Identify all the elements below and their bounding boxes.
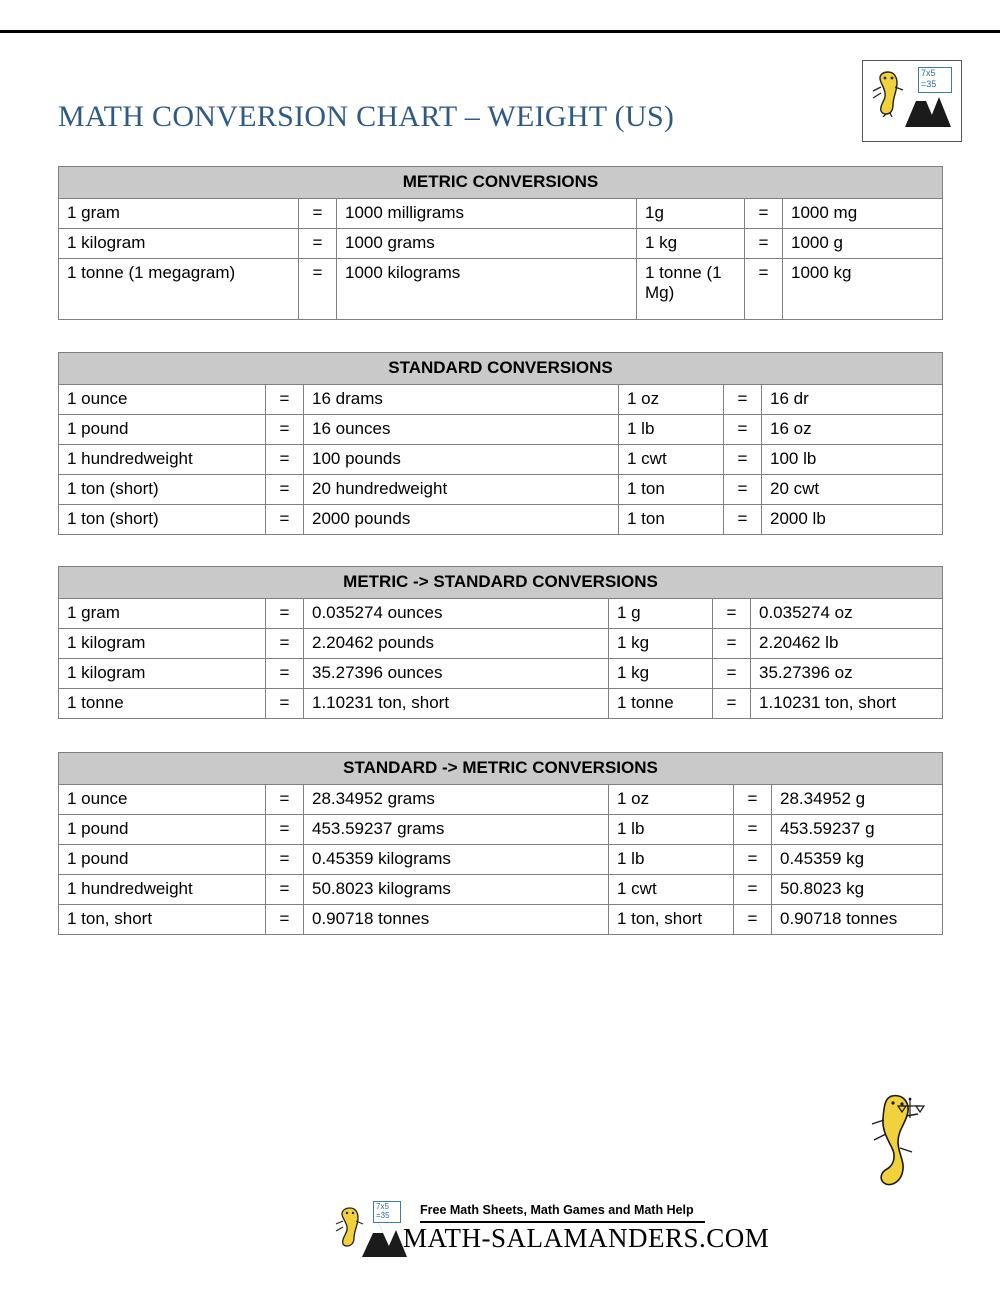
- cell-equals: =: [266, 599, 304, 629]
- cell-equals: =: [266, 815, 304, 845]
- table-row: [59, 689, 943, 719]
- header-rule: [0, 30, 1000, 33]
- cell-equals: =: [266, 475, 304, 505]
- cell-value: 0.45359 kilograms: [304, 845, 609, 875]
- cell-equals-abbr: =: [734, 845, 772, 875]
- cell-unit: 1 ounce: [59, 785, 266, 815]
- cell-unit: 1 gram: [59, 599, 266, 629]
- cell-equals-abbr: =: [724, 445, 762, 475]
- cell-equals-abbr: =: [713, 599, 751, 629]
- cell-unit: 1 kilogram: [59, 229, 299, 259]
- table-row: [59, 199, 943, 229]
- salamander-with-scales-icon: [862, 1090, 932, 1190]
- cell-equals: =: [266, 905, 304, 935]
- table-row: [59, 905, 943, 935]
- cell-unit: 1 pound: [59, 815, 266, 845]
- cell-equals: =: [299, 199, 337, 229]
- cell-equals-abbr: =: [734, 815, 772, 845]
- cell-equals-abbr: =: [724, 475, 762, 505]
- site-logo: [862, 60, 962, 142]
- cell-value: 16 drams: [304, 385, 619, 415]
- page-title: MATH CONVERSION CHART – WEIGHT (US): [58, 100, 675, 133]
- cell-value: 1000 kilograms: [337, 259, 637, 320]
- table-row: [59, 475, 943, 505]
- cell-value: 0.90718 tonnes: [304, 905, 609, 935]
- cell-unit: 1 kilogram: [59, 629, 266, 659]
- cell-equals: =: [266, 445, 304, 475]
- cell-value-abbr: 0.90718 tonnes: [772, 905, 943, 935]
- cell-value: 20 hundredweight: [304, 475, 619, 505]
- cell-value-abbr: 1000 mg: [783, 199, 943, 229]
- table-title: STANDARD -> METRIC CONVERSIONS: [59, 753, 943, 785]
- table-row: [59, 229, 943, 259]
- footer-tagline: Free Math Sheets, Math Games and Math Help: [420, 1203, 694, 1217]
- cell-value: 0.035274 ounces: [304, 599, 609, 629]
- cell-equals-abbr: =: [713, 659, 751, 689]
- cell-value: 453.59237 grams: [304, 815, 609, 845]
- table-row: [59, 599, 943, 629]
- cell-value: 35.27396 ounces: [304, 659, 609, 689]
- cell-value: 28.34952 grams: [304, 785, 609, 815]
- cell-value: 1.10231 ton, short: [304, 689, 609, 719]
- cell-equals: =: [266, 689, 304, 719]
- cell-value: 1000 grams: [337, 229, 637, 259]
- cell-equals-abbr: =: [745, 259, 783, 320]
- cell-equals-abbr: =: [745, 199, 783, 229]
- cell-unit: 1 tonne (1 megagram): [59, 259, 299, 320]
- cell-equals: =: [266, 415, 304, 445]
- cell-unit-abbr: 1 ton: [619, 505, 724, 535]
- cell-equals: =: [266, 659, 304, 689]
- cell-value: 2.20462 pounds: [304, 629, 609, 659]
- table-row: [59, 385, 943, 415]
- footer-flashcard: 7x5 =35: [373, 1201, 401, 1223]
- cell-equals-abbr: =: [713, 689, 751, 719]
- table-metric-to-standard-conversions: [58, 566, 943, 719]
- table-title: STANDARD CONVERSIONS: [59, 353, 943, 385]
- cell-unit-abbr: 1 cwt: [609, 875, 734, 905]
- table-row: [59, 659, 943, 689]
- table-standard-conversions: [58, 352, 943, 535]
- table-metric-conversions: [58, 166, 943, 320]
- cell-equals: =: [266, 875, 304, 905]
- table-row: [59, 815, 943, 845]
- cell-value-abbr: 453.59237 g: [772, 815, 943, 845]
- table-row: [59, 259, 943, 320]
- cell-equals: =: [266, 785, 304, 815]
- footer-website-url: MATH-SALAMANDERS.COM: [403, 1223, 770, 1253]
- table-row: [59, 785, 943, 815]
- cell-value-abbr: 1000 g: [783, 229, 943, 259]
- cell-value-abbr: 20 cwt: [762, 475, 943, 505]
- cell-unit-abbr: 1 g: [609, 599, 713, 629]
- footer: [325, 1195, 770, 1265]
- cell-equals: =: [299, 229, 337, 259]
- cell-unit: 1 gram: [59, 199, 299, 229]
- cell-value-abbr: 0.45359 kg: [772, 845, 943, 875]
- table-title: METRIC -> STANDARD CONVERSIONS: [59, 567, 943, 599]
- cell-unit: 1 tonne: [59, 689, 266, 719]
- table-row: [59, 415, 943, 445]
- cell-value-abbr: 1.10231 ton, short: [751, 689, 943, 719]
- cell-value-abbr: 16 oz: [762, 415, 943, 445]
- cell-unit-abbr: 1 kg: [637, 229, 745, 259]
- cell-unit: 1 kilogram: [59, 659, 266, 689]
- table-row: [59, 875, 943, 905]
- cell-unit: 1 hundredweight: [59, 445, 266, 475]
- cell-unit-abbr: 1 oz: [619, 385, 724, 415]
- cell-unit-abbr: 1 tonne: [609, 689, 713, 719]
- cell-value-abbr: 28.34952 g: [772, 785, 943, 815]
- table-row: [59, 629, 943, 659]
- table-standard-to-metric-conversions: [58, 752, 943, 935]
- cell-value-abbr: 16 dr: [762, 385, 943, 415]
- cell-unit: 1 hundredweight: [59, 875, 266, 905]
- cell-equals-abbr: =: [745, 229, 783, 259]
- cell-equals-abbr: =: [734, 875, 772, 905]
- cell-unit-abbr: 1 oz: [609, 785, 734, 815]
- cell-value-abbr: 35.27396 oz: [751, 659, 943, 689]
- cell-value-abbr: 2000 lb: [762, 505, 943, 535]
- cell-value-abbr: 0.035274 oz: [751, 599, 943, 629]
- cell-unit-abbr: 1 cwt: [619, 445, 724, 475]
- cell-equals: =: [266, 845, 304, 875]
- logo-flashcard: 7x5 =35: [918, 67, 952, 93]
- cell-unit-abbr: 1 ton: [619, 475, 724, 505]
- cell-unit: 1 pound: [59, 845, 266, 875]
- cell-equals: =: [299, 259, 337, 320]
- cell-unit: 1 ton (short): [59, 505, 266, 535]
- cell-unit-abbr: 1 lb: [619, 415, 724, 445]
- cell-equals-abbr: =: [724, 415, 762, 445]
- cell-unit-abbr: 1 kg: [609, 659, 713, 689]
- cell-value: 2000 pounds: [304, 505, 619, 535]
- cell-equals-abbr: =: [724, 505, 762, 535]
- cell-unit: 1 ton, short: [59, 905, 266, 935]
- footer-mountain-logo-icon: [359, 1217, 409, 1259]
- cell-unit: 1 ounce: [59, 385, 266, 415]
- cell-value: 100 pounds: [304, 445, 619, 475]
- table-row: [59, 845, 943, 875]
- table-title: METRIC CONVERSIONS: [59, 167, 943, 199]
- table-row: [59, 505, 943, 535]
- cell-value-abbr: 2.20462 lb: [751, 629, 943, 659]
- cell-value: 1000 milligrams: [337, 199, 637, 229]
- cell-unit-abbr: 1 lb: [609, 815, 734, 845]
- cell-unit-abbr: 1 tonne (1 Mg): [637, 259, 745, 320]
- cell-unit: 1 pound: [59, 415, 266, 445]
- cell-value-abbr: 100 lb: [762, 445, 943, 475]
- cell-equals-abbr: =: [734, 905, 772, 935]
- cell-unit-abbr: 1 lb: [609, 845, 734, 875]
- cell-unit-abbr: 1g: [637, 199, 745, 229]
- cell-equals: =: [266, 629, 304, 659]
- cell-equals-abbr: =: [734, 785, 772, 815]
- cell-value-abbr: 50.8023 kg: [772, 875, 943, 905]
- cell-value: 16 ounces: [304, 415, 619, 445]
- cell-equals-abbr: =: [713, 629, 751, 659]
- table-row: [59, 445, 943, 475]
- cell-unit-abbr: 1 ton, short: [609, 905, 734, 935]
- cell-equals-abbr: =: [724, 385, 762, 415]
- cell-equals: =: [266, 385, 304, 415]
- cell-value-abbr: 1000 kg: [783, 259, 943, 320]
- cell-equals: =: [266, 505, 304, 535]
- cell-value: 50.8023 kilograms: [304, 875, 609, 905]
- cell-unit: 1 ton (short): [59, 475, 266, 505]
- cell-unit-abbr: 1 kg: [609, 629, 713, 659]
